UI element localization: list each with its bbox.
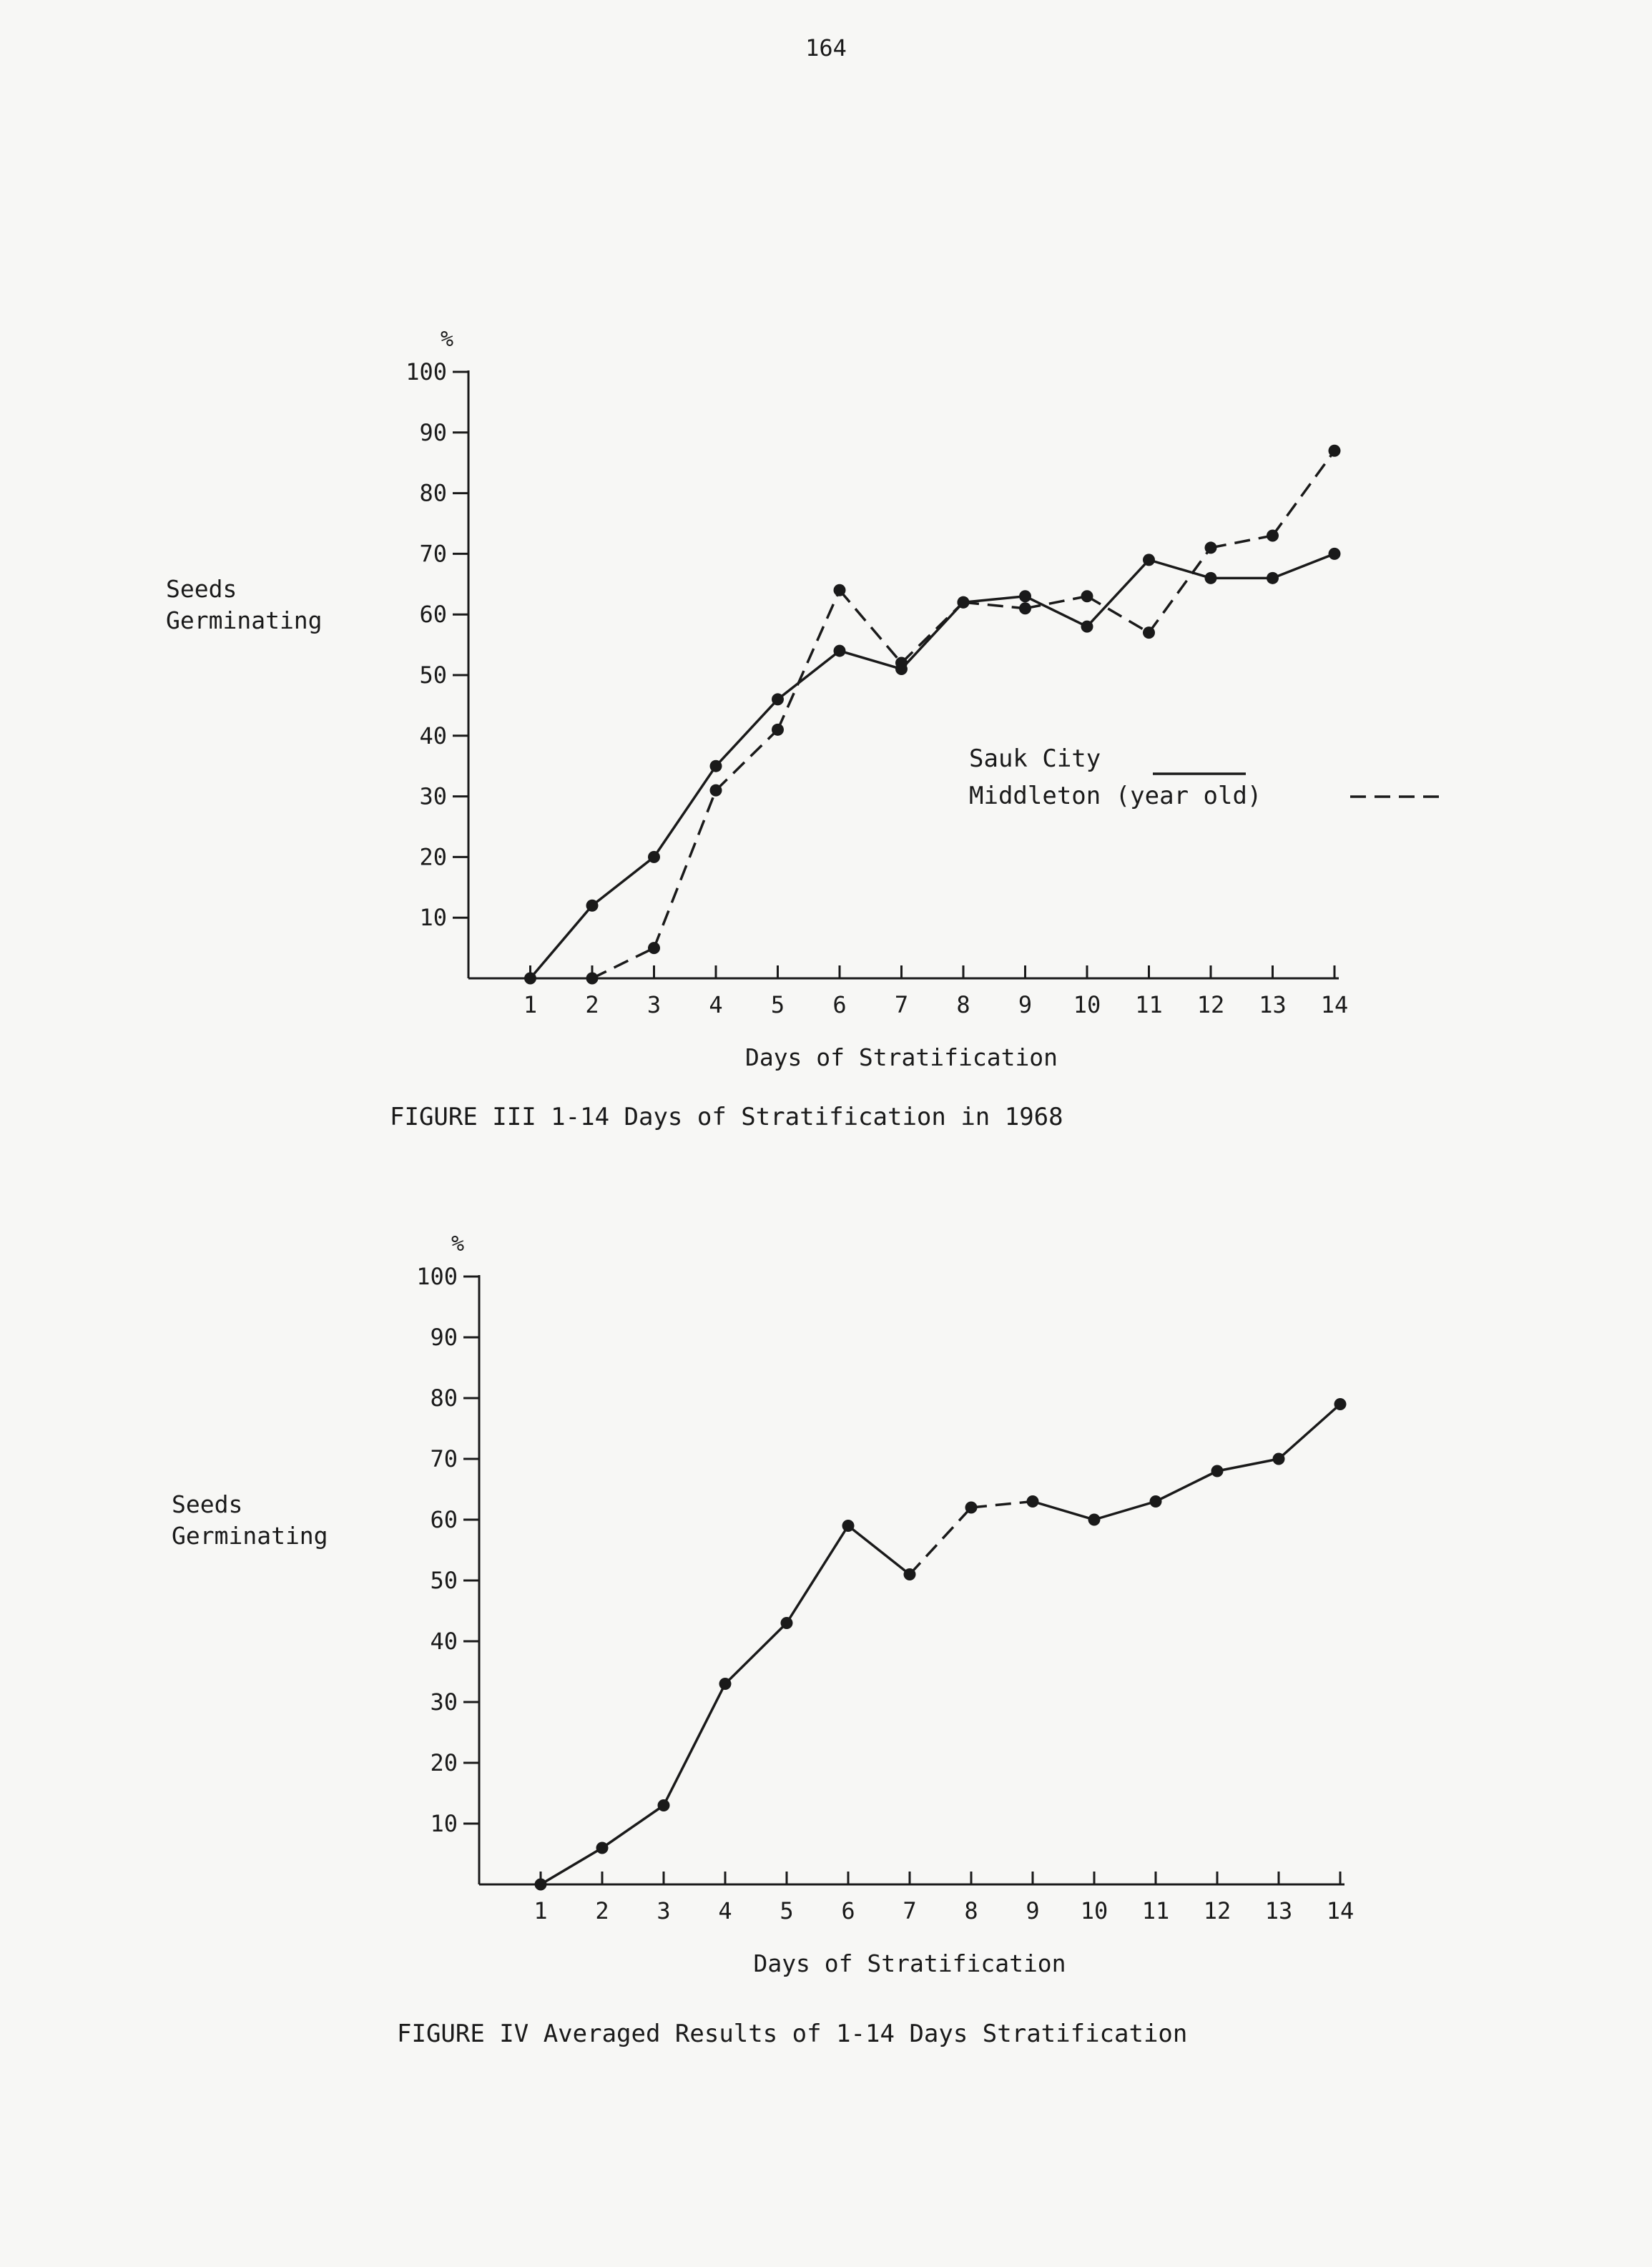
series-segment-middleton-year-old- (840, 590, 902, 663)
x-tick-label: 6 (841, 1897, 855, 1924)
data-point-middleton-year-old- (1267, 529, 1279, 541)
x-tick-label: 2 (585, 991, 599, 1018)
data-point-sauk-city (772, 693, 784, 705)
y-tick-label: 90 (419, 418, 447, 446)
y-tick-label: 10 (430, 1810, 458, 1837)
data-point-sauk-city (1205, 572, 1217, 584)
series-segment-sauk-city (716, 699, 778, 766)
y-tick-label: 60 (419, 601, 447, 629)
series-segment-middleton-year-old- (1087, 596, 1149, 633)
x-tick-label: 12 (1203, 1897, 1231, 1924)
data-point-sauk-city (1019, 590, 1031, 602)
y-unit-label: % (451, 1231, 465, 1257)
series-segment-middleton-year-old- (1211, 536, 1273, 548)
x-tick-label: 5 (780, 1897, 794, 1924)
series-segment-middleton-year-old- (1026, 596, 1088, 609)
data-point-middleton-year-old- (1019, 602, 1031, 614)
series-segment-middleton-year-old- (778, 590, 840, 729)
data-point-average (719, 1678, 732, 1690)
y-tick-label: 30 (419, 782, 447, 810)
series-segment-sauk-city (531, 905, 593, 978)
x-tick-label: 8 (964, 1897, 978, 1924)
y-tick-label: 60 (430, 1506, 458, 1533)
x-tick-label: 4 (709, 991, 723, 1018)
y-tick-label: 100 (405, 358, 447, 385)
series-segment-middleton-year-old- (963, 602, 1026, 608)
series-segment-average (1094, 1502, 1156, 1520)
y-tick-label: 40 (430, 1628, 458, 1655)
series-segment-sauk-city (592, 857, 654, 905)
data-point-average (1334, 1398, 1347, 1410)
x-tick-label: 13 (1264, 1897, 1293, 1924)
series-segment-average (1156, 1471, 1217, 1502)
legend-label: Middleton (year old) (969, 782, 1262, 810)
data-point-average (1088, 1514, 1101, 1526)
data-point-sauk-city (524, 973, 536, 985)
series-segment-average (541, 1848, 602, 1884)
series-segment-average (602, 1806, 664, 1849)
x-tick-label: 1 (534, 1897, 548, 1924)
y-tick-label: 100 (416, 1263, 458, 1290)
data-point-average (965, 1502, 978, 1514)
figure-iv-chart (0, 1209, 1652, 2267)
data-point-average (904, 1568, 916, 1580)
series-segment-sauk-city (1026, 596, 1088, 626)
data-point-average (1211, 1465, 1224, 1477)
data-point-sauk-city (1267, 572, 1279, 584)
x-tick-label: 10 (1080, 1897, 1108, 1924)
data-point-sauk-city (710, 760, 722, 772)
x-tick-label: 7 (903, 1897, 917, 1924)
data-point-average (596, 1842, 609, 1854)
series-segment-average (971, 1502, 1033, 1508)
data-point-middleton-year-old- (834, 584, 846, 596)
x-tick-label: 5 (770, 991, 785, 1018)
data-point-middleton-year-old- (648, 942, 660, 954)
data-point-sauk-city (1143, 554, 1155, 566)
y-tick-label: 40 (419, 722, 447, 749)
x-tick-label: 7 (894, 991, 909, 1018)
data-point-middleton-year-old- (958, 596, 970, 609)
y-tick-label: 20 (430, 1749, 458, 1776)
data-point-middleton-year-old- (710, 785, 722, 797)
figure-caption: FIGURE III 1-14 Days of Stratification in 1968 (390, 1103, 1063, 1131)
data-point-average (1273, 1453, 1285, 1465)
series-segment-average (848, 1526, 910, 1575)
figure-iii-chart (0, 300, 1652, 1131)
data-point-middleton-year-old- (895, 657, 908, 669)
series-segment-middleton-year-old- (902, 602, 964, 663)
x-tick-label: 11 (1135, 991, 1163, 1018)
x-tick-label: 12 (1196, 991, 1225, 1018)
x-axis-title: Days of Stratification (753, 1949, 1066, 1977)
data-point-sauk-city (1081, 621, 1093, 633)
data-point-average (535, 1879, 547, 1891)
x-tick-label: 4 (718, 1897, 732, 1924)
y-tick-label: 80 (419, 479, 447, 507)
y-tick-label: 70 (419, 540, 447, 568)
x-axis-title: Days of Stratification (744, 1043, 1058, 1071)
series-segment-middleton-year-old- (654, 790, 717, 948)
y-axis-title-line: Seeds (172, 1490, 243, 1518)
x-tick-label: 3 (646, 991, 662, 1018)
data-point-middleton-year-old- (1329, 445, 1341, 457)
data-point-sauk-city (834, 645, 846, 657)
series-segment-middleton-year-old- (1273, 451, 1335, 536)
x-tick-label: 13 (1259, 991, 1287, 1018)
y-tick-label: 90 (430, 1324, 458, 1351)
series-segment-average (910, 1508, 971, 1575)
data-point-sauk-city (1329, 548, 1341, 560)
data-point-middleton-year-old- (1081, 590, 1093, 602)
y-axis-title-line: Germinating (166, 606, 323, 634)
y-tick-label: 10 (419, 904, 447, 932)
x-tick-label: 9 (1018, 991, 1033, 1018)
data-point-middleton-year-old- (772, 724, 784, 736)
data-point-sauk-city (648, 851, 660, 863)
data-point-average (1027, 1495, 1039, 1508)
data-point-average (781, 1617, 793, 1629)
series-segment-average (1279, 1405, 1340, 1460)
series-segment-average (1217, 1459, 1279, 1471)
y-tick-label: 20 (419, 843, 447, 871)
x-tick-label: 11 (1141, 1897, 1170, 1924)
data-point-middleton-year-old- (1205, 541, 1217, 554)
y-tick-label: 80 (430, 1385, 458, 1412)
series-segment-middleton-year-old- (1149, 548, 1211, 633)
legend-label: Sauk City (969, 744, 1101, 773)
data-point-middleton-year-old- (586, 973, 599, 985)
page-number: 164 (805, 34, 847, 62)
y-unit-label: % (440, 327, 454, 352)
series-segment-sauk-city (963, 596, 1026, 602)
x-tick-label: 1 (523, 991, 538, 1018)
data-point-middleton-year-old- (1143, 626, 1155, 639)
x-tick-label: 3 (657, 1897, 671, 1924)
series-segment-average (787, 1526, 848, 1623)
y-tick-label: 30 (430, 1688, 458, 1716)
x-tick-label: 2 (595, 1897, 609, 1924)
y-tick-label: 50 (430, 1567, 458, 1594)
data-point-sauk-city (586, 900, 599, 912)
y-tick-label: 70 (430, 1445, 458, 1472)
data-point-average (842, 1520, 855, 1532)
y-axis-title-line: Seeds (166, 575, 237, 603)
series-segment-sauk-city (1087, 560, 1149, 626)
figure-caption: FIGURE IV Averaged Results of 1-14 Days Stratification (397, 2020, 1188, 2048)
series-segment-sauk-city (1273, 554, 1335, 578)
series-segment-average (1033, 1502, 1094, 1520)
series-segment-average (725, 1623, 787, 1684)
x-tick-label: 10 (1073, 991, 1101, 1018)
x-tick-label: 14 (1320, 991, 1349, 1018)
x-tick-label: 14 (1326, 1897, 1354, 1924)
x-tick-label: 8 (956, 991, 970, 1018)
series-segment-average (664, 1684, 725, 1806)
series-segment-middleton-year-old- (716, 729, 778, 790)
series-segment-middleton-year-old- (592, 948, 654, 978)
y-axis-title-line: Germinating (172, 1522, 328, 1550)
data-point-average (1150, 1495, 1162, 1508)
y-tick-label: 50 (419, 662, 447, 689)
x-tick-label: 9 (1026, 1897, 1040, 1924)
x-tick-label: 6 (832, 991, 847, 1018)
data-point-average (658, 1799, 670, 1811)
